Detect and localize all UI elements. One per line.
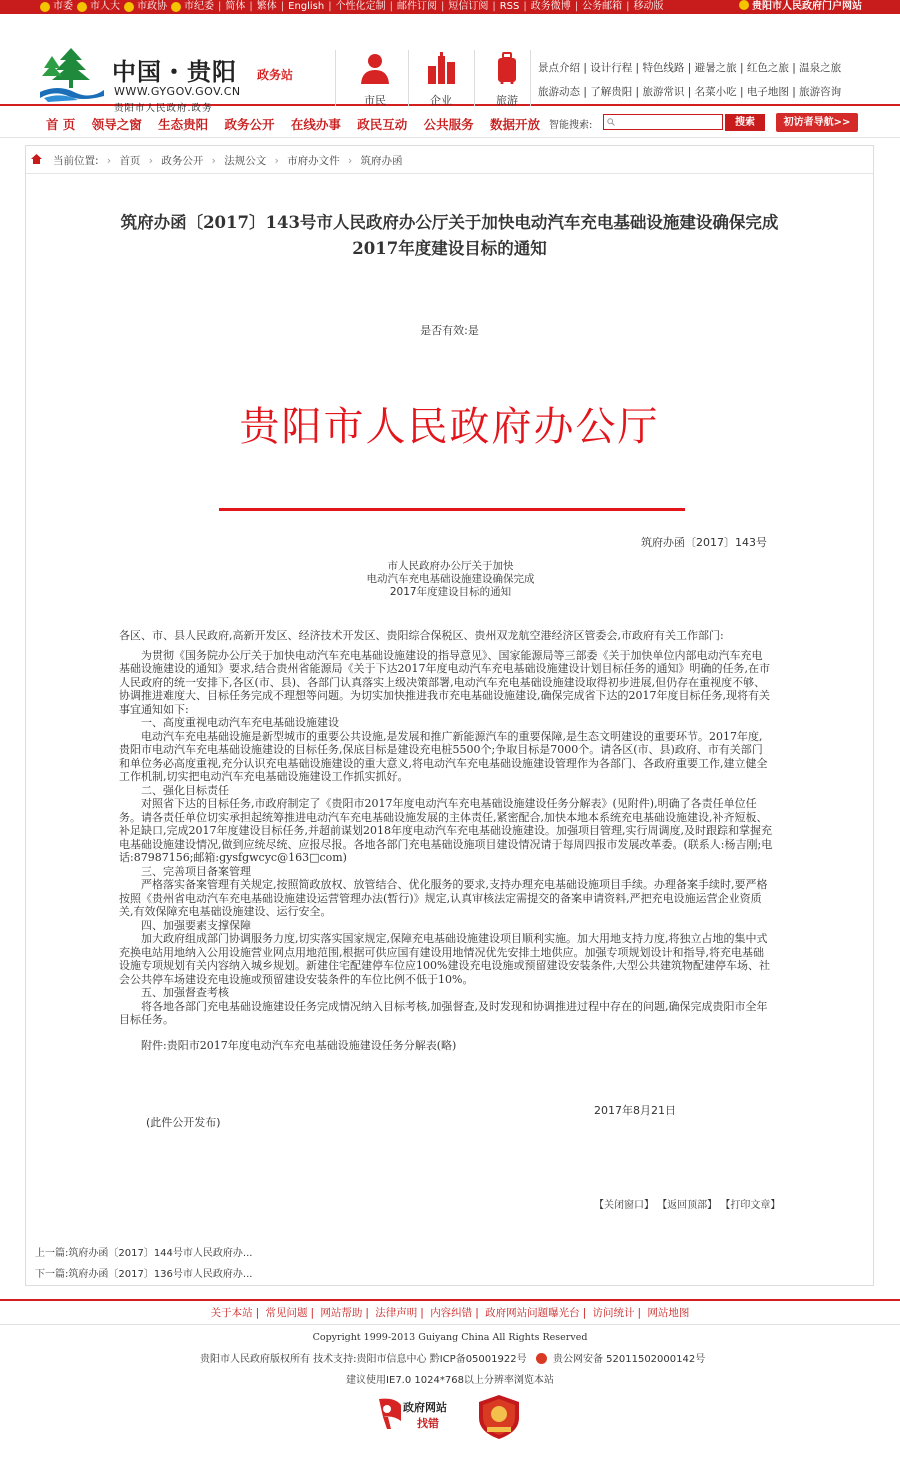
divider [530,50,531,106]
document-body [119,629,773,1052]
footer-link-exposure[interactable]: 政府网站问题曝光台 [485,1307,580,1319]
quick-link[interactable]: 电子地图 [746,86,789,98]
site-owner-info [200,1350,705,1365]
divider [335,50,336,106]
owner-text: 贵阳市人民政府版权所有 技术支持:贵阳市信息中心 黔ICP备05001922号 [200,1354,527,1365]
nav-ecology[interactable]: 生态贵阳 [158,117,209,132]
breadcrumb-item[interactable]: 市府办文件 [287,155,340,167]
quick-link[interactable]: 旅游咨询 [799,86,842,98]
citizen-icon [358,52,392,84]
top-link-sms-subscribe[interactable]: 短信订阅 [448,1,489,12]
footer-links: 关于本站 | 常见问题 | 网站帮助 | 法律声明 | 内容纠错 | 政府网站问题曝光台 | 访问统计 | 网站地图 [0,1299,900,1325]
logo-title: 中国・贵阳 [112,57,237,86]
nav-open-data[interactable]: 数据开放 [489,117,540,132]
attachment-note: 附件:贵阳市2017年度电动汽车充电基础设施建设任务分解表(略) [141,1038,457,1052]
quick-link[interactable]: 旅游常识 [642,86,685,98]
top-link-traditional[interactable]: 繁体 [256,1,277,12]
document-number: 筑府办函〔2017〕143号 [641,536,767,549]
page-title [26,210,873,262]
section-heading: 三、完善项目备案管理 [141,864,251,878]
quick-link[interactable]: 温泉之旅 [799,62,842,74]
home-icon [31,154,42,164]
chevron-right-icon: › [347,155,353,167]
portal-label: 贵阳市人民政府门户网站 [752,1,862,12]
search-icon [607,118,615,126]
breadcrumb-item[interactable]: 政务公开 [161,155,204,167]
footer-link-about[interactable]: 关于本站 [210,1307,253,1319]
search-label: 智能搜索: [549,120,593,131]
quick-link[interactable]: 特色线路 [642,62,685,74]
nav-online-services[interactable]: 在线办事 [290,117,341,132]
quick-link[interactable]: 了解贵阳 [590,86,633,98]
top-link-npc[interactable]: 市人大 [90,1,120,12]
error-report-line2: 找错 [417,1417,439,1430]
issuing-org-header: 贵阳市人民政府办公厅 [239,404,660,450]
top-bar: 市委 市人大 市政协 市纪委 | 简体 | 繁体 | English | 个性化定制 | 邮件订阅 | 短信订阅 | RSS | 政务微博 | 公务邮箱 | 移动版 贵阳市人民政府门户网站 [0,0,900,14]
chevron-right-icon: › [106,155,112,167]
paragraph: 将各地各部门充电基础设施建设任务完成情况纳入目标考核,加强督查,及时发现和协调推进过程中存在的问题,确保完成贵阳市全年目标任务。 [119,999,768,1026]
logo-url: WWW.GYGOV.GOV.CN [114,85,241,98]
footer-link-sitemap[interactable]: 网站地图 [647,1307,690,1319]
footer-link-correction[interactable]: 内容纠错 [430,1307,473,1319]
top-link-english[interactable]: English [288,1,325,12]
subtitle-line: 电动汽车充电基础设施建设确保完成 [366,573,535,585]
quick-link[interactable]: 避暑之旅 [694,62,737,74]
article-container [25,145,874,1286]
paragraph: 严格落实备案管理有关规定,按照简政放权、放管结合、优化服务的要求,支持办理充电基础设施项目手续。办理备案手续时,要严格按照《贵州省电动汽车充电基础设施建设运营管理办法(暂行)》规定,认真审核法定需提交的备案申请资料,严把充电设施运营企业资质关,有效保障充电基础设施建设、运行安全。 [119,878,768,918]
nav-enterprise-label: 企业 [430,94,452,107]
nav-leaders[interactable]: 领导之窗 [91,117,142,132]
emblem-icon [739,0,749,10]
top-link-official-mail[interactable]: 公务邮箱 [582,1,623,12]
nav-home[interactable]: 首 页 [46,117,76,132]
search-input[interactable] [603,114,723,130]
nav-interaction[interactable]: 政民互动 [357,117,408,132]
chevron-right-icon: › [211,155,216,167]
site-header [0,14,900,114]
top-link-mobile[interactable]: 移动版 [633,1,664,12]
paragraph: 为贯彻《国务院办公厅关于加快电动汽车充电基础设施建设的指导意见》、国家能源局等三部委《关于加快单位内部电动汽车充电基础设施建设的通知》要求,结合贵州省能源局《关于下达2017年度电动汽车充电基础设施建设计划目标任务的通知》明确的任务,在市人民政府的统一安排下,各区(市、县)、各部门认真落实上级决策部署,电动汽车充电基础设施建设取得初步进展,但仍存在重视度不够、协调推进难度大、目标任务完成不理想等问题。为切实加快推进我市充电基础设施建设,确保完成省下达的2017年度目标任务,现将有关事宜通知如下: [119,648,770,716]
nav-citizen-label: 市民 [364,94,386,107]
top-link-discipline[interactable]: 市纪委 [184,1,214,12]
top-link-party[interactable]: 市委 [53,1,73,12]
paragraph: 电动汽车充电基础设施是新型城市的重要公共设施,是发展和推广新能源汽车的重要保障,是生态文明建设的重要环节。2017年度,贵阳市电动汽车充电基础设施建设的目标任务,保底目标是建设充电桩5500个;争取目标是7000个。请各区(市、县)政府、市有关部门和单位务必高度重视,充分认识充电基础设施建设的重大意义,将电动汽车充电基础设施建设管理作为各部门、各政府重要工作,建立健全工作机制,切实把电动汽车充电基础设施建设工作抓实抓好。 [119,729,768,783]
footer-link-legal[interactable]: 法律声明 [375,1307,418,1319]
subtitle-line: 2017年度建设目标的通知 [389,586,512,598]
article-tools [594,1196,780,1211]
nav-enterprise[interactable] [413,52,469,108]
luggage-icon [490,52,524,84]
top-link-weibo[interactable]: 政务微博 [530,1,571,12]
print-article-link[interactable]: 【打印文章】 [720,1200,781,1211]
red-divider [215,508,685,511]
section-heading: 一、高度重视电动汽车充电基础设施建设 [141,716,339,729]
quick-link[interactable]: 景点介绍 [538,62,580,74]
section-heading: 四、加强要素支撑保障 [141,918,251,932]
section-heading: 五、加强督查考核 [141,986,229,999]
breadcrumb-prefix: 当前位置: [53,155,99,167]
tourism-quick-links: 景点介绍 | 设计行程 | 特色线路 | 避暑之旅 | 红色之旅 | 温泉之旅 旅游动态 | 了解贵阳 | 旅游常识 | 名菜小吃 | 电子地图 | 旅游咨询 [538,62,842,98]
next-article-link[interactable]: 下一篇:筑府办函〔2017〕136号市人民政府办... [35,1269,253,1280]
prev-article-link[interactable]: 上一篇:筑府办函〔2017〕144号市人民政府办... [35,1248,253,1259]
megaphone-icon [375,1395,405,1431]
police-record-link[interactable]: 贵公网安备 52011502000142号 [552,1354,706,1365]
party-government-organ-badge-icon[interactable] [477,1394,521,1440]
police-badge-icon [536,1353,547,1364]
enterprise-icon [424,52,458,84]
breadcrumb [26,146,873,174]
nav-tourism-label: 旅游 [496,94,518,107]
section-heading: 二、强化目标责任 [141,783,229,797]
quick-link[interactable]: 红色之旅 [746,62,789,74]
gov-site-error-report-button[interactable] [375,1395,463,1431]
copyright: Copyright 1999-2013 Guiyang China All Rights Reserved [312,1332,588,1343]
quick-link[interactable]: 设计行程 [590,62,633,74]
top-link-simplified[interactable]: 简体 [225,1,246,12]
logo-subtitle: 贵阳市人民政府.政务 [114,103,213,114]
search-button[interactable]: 搜索 [725,114,765,131]
footer-link-faq[interactable]: 常见问题 [265,1307,308,1319]
quick-link[interactable]: 名菜小吃 [694,86,737,98]
top-link-cppcc[interactable]: 市政协 [137,1,167,12]
title-line: 筑府办函〔2017〕143号市人民政府办公厅关于加快电动汽车充电基础设施建设确保完成 [120,213,779,232]
chevron-right-icon: › [148,155,153,167]
browser-recommendation: 建议使用IE7.0 1024*768以上分辨率浏览本站 [346,1375,554,1386]
emblem-icon [124,2,134,12]
footer-link-help[interactable]: 网站帮助 [320,1307,363,1319]
nav-tourism[interactable] [479,52,535,108]
back-to-top-link[interactable]: 【返回顶部】 [657,1200,718,1211]
quick-link[interactable]: 旅游动态 [538,86,580,98]
document-date: 2017年8月21日 [594,1104,676,1117]
nav-gov-affairs[interactable]: 政务公开 [224,117,275,132]
divider [474,50,475,106]
title-line: 2017年度建设目标的通知 [352,239,547,258]
chevron-right-icon: › [274,155,279,167]
party-emblem-icon [40,2,50,12]
breadcrumb-item[interactable]: 法规公文 [224,155,267,167]
first-visitor-guide-button[interactable]: 初访者导航>> [776,113,858,132]
close-window-link[interactable]: 【关闭窗口】 [594,1200,654,1211]
nav-public-services[interactable]: 公共服务 [423,117,474,132]
top-link-mail-subscribe[interactable]: 邮件订阅 [396,1,437,12]
breadcrumb-item[interactable]: 筑府办函 [360,155,403,167]
forest-logo-icon [38,46,104,104]
portal-link[interactable] [739,0,862,14]
footer-link-stats[interactable]: 访问统计 [592,1307,635,1319]
publish-note: (此件公开发布) [146,1116,221,1129]
subtitle-line: 市人民政府办公厅关于加快 [387,560,514,572]
addressee: 各区、市、县人民政府,高新开发区、经济技术开发区、贵阳综合保税区、贵州双龙航空港经济区管委会,市政府有关工作部门: [119,629,724,642]
nav-citizen[interactable] [347,52,403,108]
validity-status: 是否有效:是 [420,324,479,337]
main-nav [0,106,900,138]
paragraph: 对照省下达的目标任务,市政府制定了《贵阳市2017年度电动汽车充电基础设施建设任务分解表》(见附件),明确了各责任单位任务。请各责任单位切实承担起统筹推进电动汽车充电基础设施发展的主体责任,紧密配合,加快本地本系统充电基础设施建设,补齐短板、补足缺口,完成2017年度建设目标任务,并超前谋划2018年度电动汽车充电基础设施建设。加强项目管理,实行周调度,及时跟踪和掌握充电基础设施建设情况,做到应统尽统、应报尽报。各地各部门充电基础设施项目建设情况请于每周四报市发展改革委。(联系人:杨吉刚;电话:87987156;邮箱:gysfgwcyc@163□com) [119,797,773,864]
top-link-rss[interactable]: RSS [499,1,520,12]
emblem-icon [77,2,87,12]
logo-badge: 政务站 [257,68,294,82]
document-subtitle [26,560,875,599]
top-link-customize[interactable]: 个性化定制 [335,1,386,12]
error-report-line1: 政府网站 [403,1401,447,1414]
breadcrumb-item[interactable]: 首页 [119,155,141,167]
party-emblem-icon [171,2,181,12]
paragraph: 加大政府组成部门协调服务力度,切实落实国家规定,保障充电基础设施建设项目顺利实施。加大用地支持力度,将独立占地的集中式充换电站用地纳入公用设施营业网点用地范围,根据可供应国有建设用地情况优先安排土地供应。加强专项规划设计和指导,将充电基础设施专项规划有关内容纳入城乡规划。新建住宅配建停车位应100%建设充电设施或预留建设安装条件,大型公共建筑物配建停车场、社会公共停车场建设充电设施或预留建设安装条件的车位比例不低于10%。 [119,932,770,986]
divider [408,50,409,106]
